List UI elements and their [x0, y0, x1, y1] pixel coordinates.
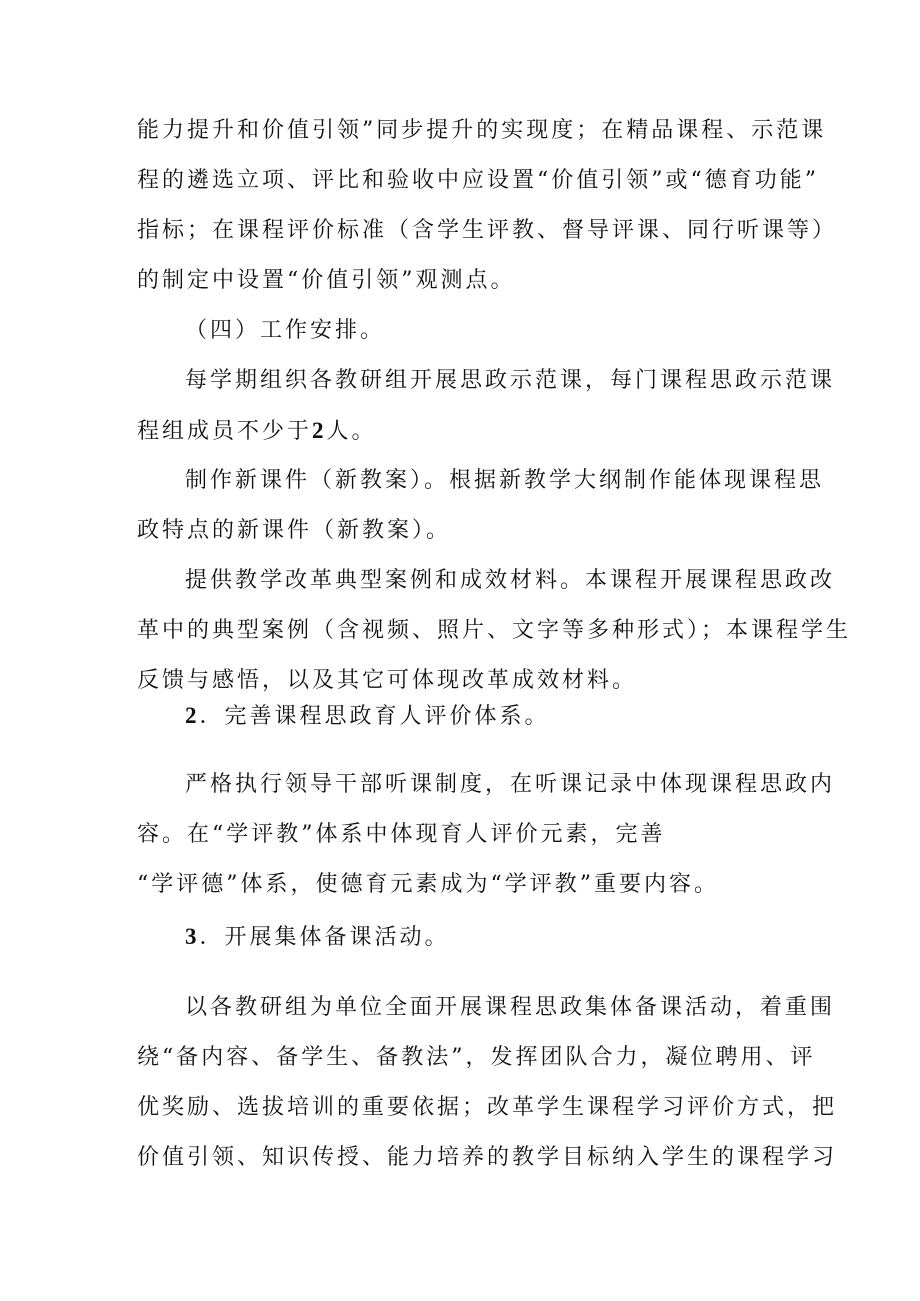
paragraph-line	[137, 416, 377, 447]
paragraph-line: 程的遴选立项、评比和验收中应设置“价值引领”或“德育功能”	[137, 168, 819, 193]
number: 2	[312, 418, 327, 443]
paragraph-line: 绕“备内容、备学生、备教法”，发挥团队合力，凝位聘用、评	[137, 1045, 816, 1070]
text-segment: 程组成员不少于	[137, 419, 313, 444]
paragraph-line: 提供教学改革典型案例和成效材料。本课程开展课程思政改	[185, 568, 836, 593]
paragraph-line: “学评德”体系，使德育元素成为“学评教”重要内容。	[137, 872, 719, 897]
item-text: ．完善课程思政育人评价体系。	[199, 704, 550, 729]
paragraph-line: 以各教研组为单位全面开展课程思政集体备课活动，着重围	[185, 995, 836, 1020]
section-heading: （四）工作安排。	[185, 318, 386, 343]
paragraph-line: 严格执行领导干部听课制度，在听课记录中体现课程思政内	[185, 772, 836, 797]
paragraph-line: 革中的典型案例（含视频、照片、文字等多种形式）；本课程学生	[137, 618, 852, 643]
numbered-heading	[185, 701, 550, 732]
item-text: ．开展集体备课活动。	[199, 925, 450, 950]
paragraph-line: 能力提升和价值引领”同步提升的实现度；在精品课程、示范课	[137, 118, 827, 143]
paragraph-line: 政特点的新课件（新教案）。	[137, 518, 452, 543]
text-segment: 人。	[326, 419, 377, 444]
item-number: 3	[185, 924, 200, 949]
numbered-heading	[185, 922, 450, 953]
paragraph-line: 每学期组织各教研组开展思政示范课，每门课程思政示范课	[185, 368, 836, 393]
item-number: 2	[185, 703, 200, 728]
paragraph-line: 的制定中设置“价值引领”观测点。	[137, 268, 516, 293]
paragraph-line: 反馈与感悟，以及其它可体现改革成效材料。	[137, 668, 638, 693]
paragraph-line: 价值引领、知识传授、能力培养的教学目标纳入学生的课程学习	[137, 1145, 838, 1170]
paragraph-line: 容。在“学评教”体系中体现育人评价元素，完善	[137, 822, 666, 847]
paragraph-line: 指标；在课程评价标准（含学生评教、督导评课、同行听课等）	[137, 218, 838, 243]
paragraph-line: 制作新课件（新教案）。根据新教学大纲制作能体现课程思	[185, 468, 825, 493]
paragraph-line: 优奖励、选拔培训的重要依据；改革学生课程学习评价方式，把	[137, 1095, 838, 1120]
